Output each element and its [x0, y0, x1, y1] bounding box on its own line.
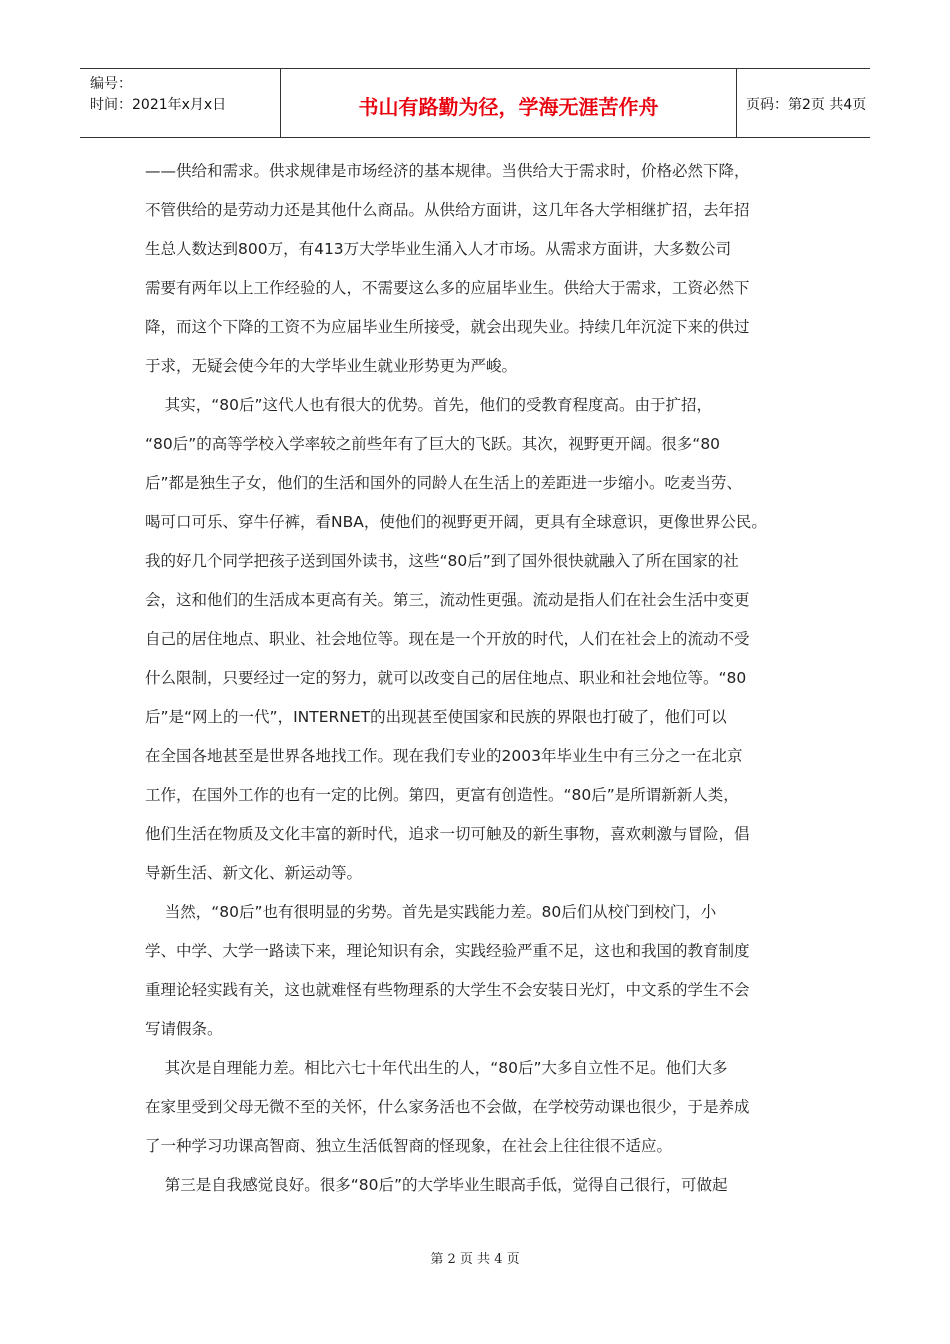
body-line: 他们生活在物质及文化丰富的新时代，追求一切可触及的新生事物，喜欢刺激与冒险，倡: [145, 825, 750, 843]
body-line: 当然，“80后”也有很明显的劣势。首先是实践能力差。80后们从校门到校门，小: [145, 903, 717, 921]
body-line: 不管供给的是劳动力还是其他什么商品。从供给方面讲，这几年各大学相继扩招，去年招: [145, 201, 750, 219]
body-line: 导新生活、新文化、新运动等。: [145, 864, 363, 882]
document-number: 编号：: [90, 76, 132, 92]
header-page-info: 页码：第2页 共4页: [746, 97, 867, 113]
body-line: 学、中学、大学一路读下来，理论知识有余，实践经验严重不足，这也和我国的教育制度: [145, 942, 750, 960]
header-motto-cell: [280, 69, 737, 137]
body-line: 后”是“网上的一代”，INTERNET的出现甚至使国家和民族的界限也打破了，他们可以: [145, 708, 727, 726]
body-line: 其次是自理能力差。相比六七十年代出生的人，“80后”大多自立性不足。他们大多: [145, 1059, 728, 1077]
body-line: 生总人数达到800万，有413万大学毕业生涌入人才市场。从需求方面讲，大多数公司: [145, 240, 732, 258]
body-line: 我的好几个同学把孩子送到国外读书，这些“80后”到了国外很快就融入了所在国家的社: [145, 552, 739, 570]
body-line: 后”都是独生子女，他们的生活和国外的同龄人在生活上的差距进一步缩小。吃麦当劳、: [145, 474, 743, 492]
page-footer: 第 2 页 共 4 页: [430, 1252, 520, 1267]
body-line: 需要有两年以上工作经验的人，不需要这么多的应届毕业生。供给大于需求，工资必然下: [145, 279, 750, 297]
body-line: 什么限制，只要经过一定的努力，就可以改变自己的居住地点、职业和社会地位等。“80: [145, 669, 747, 687]
body-line: “80后”的高等学校入学率较之前些年有了巨大的飞跃。其次，视野更开阔。很多“80: [145, 435, 721, 453]
body-line: 写请假条。: [145, 1020, 223, 1038]
body-line: 其实，“80后”这代人也有很大的优势。首先，他们的受教育程度高。由于扩招，: [145, 396, 712, 414]
page-header: [80, 68, 870, 138]
body-line: 在家里受到父母无微不至的关怀，什么家务活也不会做，在学校劳动课也很少，于是养成: [145, 1098, 750, 1116]
body-line: 工作，在国外工作的也有一定的比例。第四，更富有创造性。“80后”是所谓新新人类，: [145, 786, 739, 804]
body-line: 自己的居住地点、职业、社会地位等。现在是一个开放的时代，人们在社会上的流动不受: [145, 630, 750, 648]
body-line: 重理论轻实践有关，这也就难怪有些物理系的大学生不会安装日光灯，中文系的学生不会: [145, 981, 750, 999]
body-line: 在全国各地甚至是世界各地找工作。现在我们专业的2003年毕业生中有三分之一在北京: [145, 747, 743, 765]
body-line: 于求，无疑会使今年的大学毕业生就业形势更为严峻。: [145, 357, 518, 375]
body-line: ——供给和需求。供求规律是市场经济的基本规律。当供给大于需求时，价格必然下降，: [145, 162, 750, 180]
header-motto: 书山有路勤为径，学海无涯苦作舟: [358, 95, 659, 119]
body-line: 喝可口可乐、穿牛仔裤，看NBA，使他们的视野更开阔，更具有全球意识，更像世界公民。: [145, 513, 767, 531]
header-page-cell: [736, 69, 870, 137]
header-meta: [80, 69, 280, 137]
document-body: [145, 152, 815, 1205]
body-line: 第三是自我感觉良好。很多“80后”的大学毕业生眼高手低，觉得自己很行，可做起: [145, 1176, 728, 1194]
body-line: 降，而这个下降的工资不为应届毕业生所接受，就会出现失业。持续几年沉淀下来的供过: [145, 318, 750, 336]
body-line: 了一种学习功课高智商、独立生活低智商的怪现象，在社会上往往很不适应。: [145, 1137, 673, 1155]
document-date: 时间：2021年x月x日: [90, 97, 227, 113]
body-line: 会，这和他们的生活成本更高有关。第三，流动性更强。流动是指人们在社会生活中变更: [145, 591, 750, 609]
